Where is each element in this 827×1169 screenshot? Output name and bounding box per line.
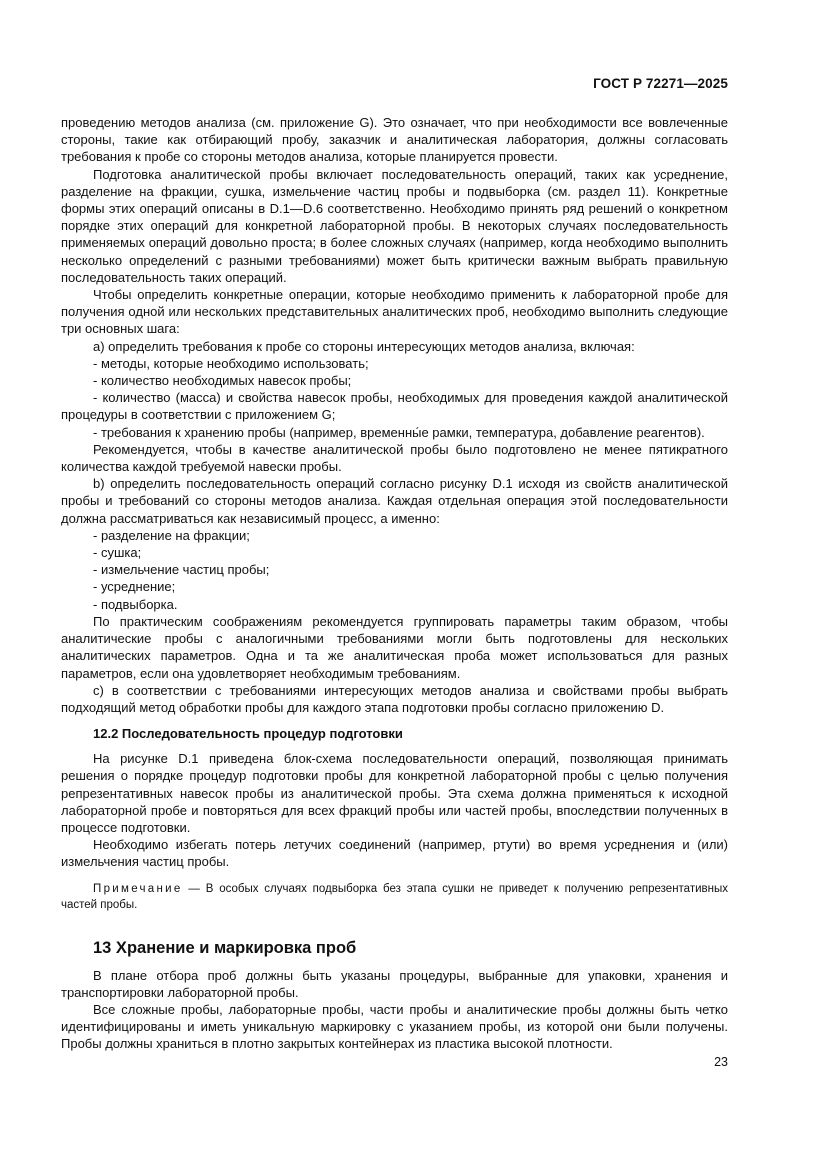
list-item: - требования к хранению пробы (например, временны́е рамки, температура, добавление реагентов). xyxy=(93,424,705,440)
list-item: - усреднение; xyxy=(93,579,176,595)
paragraph: Необходимо избегать потерь летучих соединений (например, ртути) во время усреднения и (или) измельчения частиц пробы. xyxy=(61,837,728,870)
list-item: - разделение на фракции; xyxy=(93,527,250,543)
paragraph: По практическим соображениям рекомендуется группировать параметры таким образом, чтобы аналитические пробы с аналогичными требованиями могли быть подготовлены для нескольких аналитических параметров. Одна и та же аналитическая проба может использоваться для разных параметров, если она удовлетворяет необходимым требованиям. xyxy=(61,613,728,681)
list-item: - измельчение частиц пробы; xyxy=(93,562,270,578)
page-content xyxy=(61,114,728,1053)
note-text: — В особых случаях подвыборка без этапа сушки не приведет к получению репрезентативных частей пробы. xyxy=(61,882,728,911)
list-item: - методы, которые необходимо использовать; xyxy=(93,355,369,371)
paragraph: Рекомендуется, чтобы в качестве аналитической пробы было подготовлено не менее пятикратного количества каждой требуемой навески пробы. xyxy=(61,441,728,475)
list-item: - количество (масса) и свойства навесок пробы, необходимых для проведения каждой аналитической процедуры в соответствии с приложением G; xyxy=(61,390,728,423)
note-label: Примечание xyxy=(93,882,183,895)
list-item: - количество необходимых навесок пробы; xyxy=(93,373,352,389)
list-item: - подвыборка. xyxy=(93,596,178,612)
paragraph: На рисунке D.1 приведена блок-схема последовательности операций, позволяющая принимать решения о порядке процедур подготовки пробы для конкретной лабораторной пробы с целью получения репрезентативных навесок пробы из аналитической пробы. Эта схема должна применяться к исходной лабораторной пробе и повторяться для всех фракций пробы или частей пробы, впоследствии полученных в процессе подготовки. xyxy=(61,751,728,835)
list-item: - сушка; xyxy=(93,545,142,561)
step-a: a) определить требования к пробе со стороны интересующих методов анализа, включая: xyxy=(93,338,635,354)
paragraph: Все сложные пробы, лабораторные пробы, части пробы и аналитические пробы должны быть четко идентифицированы и иметь уникальную маркировку с указанием пробы, из которой они были получены. Пробы должны храниться в плотно закрытых контейнерах из пластика высокой плотности. xyxy=(61,1001,728,1052)
note xyxy=(61,881,728,913)
step-c: c) в соответствии с требованиями интересующих методов анализа и свойствами пробы выбрать подходящий метод обработки пробы для каждого этапа подготовки пробы согласно приложению D. xyxy=(61,682,728,715)
section-12-2-heading: 12.2 Последовательность процедур подготовки xyxy=(93,726,403,742)
page-number: 23 xyxy=(714,1055,728,1069)
paragraph: В плане отбора проб должны быть указаны процедуры, выбранные для упаковки, хранения и транспортировки лабораторной пробы. xyxy=(61,967,728,1000)
section-13-heading: 13 Хранение и маркировка проб xyxy=(93,938,357,957)
paragraph: Подготовка аналитической пробы включает последовательность операций, таких как усреднение, разделение на фракции, сушка, измельчение частиц пробы и подвыборка (см. раздел 11). Конкретные формы этих операций описаны в D.1—D.6 соответственно. Необходимо принять ряд решений о конкретном порядке этих операций для конкретной лабораторной пробы. В некоторых случаях последовательность применяемых операций довольно проста; в более сложных случаях (например, когда необходимо выполнить несколько определений с разными требованиями) может быть критически важным выбрать правильную последовательность таких операций. xyxy=(61,166,728,285)
step-b: b) определить последовательность операций согласно рисунку D.1 исходя из свойств аналитической пробы и требований со стороны методов анализа. Каждая отдельная операция этой последовательности должна рассматриваться как независимый процесс, а именно: xyxy=(61,476,728,526)
paragraph: Чтобы определить конкретные операции, которые необходимо применить к лабораторной пробе для получения одной или нескольких представительных аналитических проб, необходимо выполнить следующие три основных шага: xyxy=(61,287,728,337)
document-id-header: ГОСТ Р 72271—2025 xyxy=(593,76,728,91)
paragraph: проведению методов анализа (см. приложение G). Это означает, что при необходимости все вовлеченные стороны, такие как отбирающий пробу, заказчик и аналитическая лаборатория, должны согласовать требования к пробе со стороны методов анализа, которые планируется провести. xyxy=(61,115,728,165)
